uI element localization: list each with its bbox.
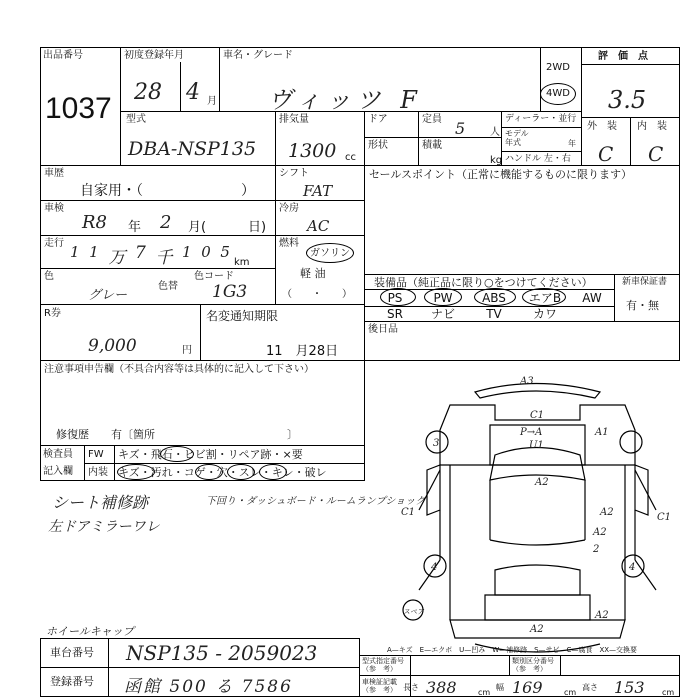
- inner-label: 内装: [88, 467, 108, 478]
- mileage-digit: 0: [201, 243, 211, 261]
- color-code-label: 色コード: [194, 271, 234, 282]
- displacement-label: 排気量: [279, 114, 309, 125]
- recycle-label: R券: [44, 308, 61, 319]
- damage-mark: A2: [530, 624, 544, 635]
- first-reg-label: 初度登録年月: [124, 50, 184, 61]
- first-reg-year: 28: [134, 80, 162, 105]
- damage-mark: 4: [431, 562, 438, 573]
- car-damage-diagram: [395, 370, 680, 660]
- load-label: 積載: [422, 140, 442, 151]
- reg-label: 登録番号: [50, 675, 94, 688]
- reg-value: 函館 500 る 7586: [124, 677, 293, 697]
- mileage-digit: 万: [108, 248, 126, 268]
- history-value: 自家用・（ ）: [80, 183, 255, 199]
- equipment-label: 装備品（純正品に限り○をつけてください）: [374, 276, 593, 289]
- damage-mark: C1: [530, 410, 545, 421]
- shape-label: 形状: [368, 140, 388, 151]
- equip-pw: PW: [433, 291, 453, 305]
- aftermarket-label: 後日品: [368, 324, 398, 335]
- fw-row: キズ・飛石・ヒビ割・リペア跡・×要: [118, 448, 303, 461]
- mileage-digit: 1: [89, 243, 99, 261]
- color-code: 1G3: [212, 282, 248, 302]
- cm-unit-1: cm: [478, 688, 491, 697]
- damage-mark: 3: [433, 438, 440, 449]
- inspection-label: 車検: [44, 203, 64, 214]
- damage-mark: A2: [593, 527, 607, 538]
- inspection-day-unit: 日): [248, 220, 267, 235]
- recycle-value: 9,000: [88, 336, 137, 356]
- damage-mark: スペア: [403, 608, 424, 616]
- damage-mark: A2: [600, 507, 614, 518]
- fuel-gasoline: ガソリン: [310, 248, 350, 259]
- equip-aw: AW: [582, 291, 602, 305]
- damage-mark: A3: [520, 376, 534, 387]
- seats-label: 定員: [422, 114, 442, 125]
- displacement-value: 1300: [288, 140, 337, 162]
- inspection-month-unit: 月(: [188, 220, 207, 235]
- history-label: 車歴: [44, 168, 64, 179]
- drive-4wd: 4WD: [546, 88, 570, 99]
- cm-unit-2: cm: [564, 688, 577, 697]
- mileage-digit: 7: [134, 243, 146, 263]
- damage-mark: C1: [401, 507, 416, 518]
- model-year-label: モデル 年式: [505, 129, 529, 147]
- new-warranty-value: 有・無: [626, 299, 659, 312]
- interior-label: 内 装: [637, 121, 667, 132]
- km-unit: km: [234, 257, 250, 268]
- mileage-digit: 1: [182, 243, 192, 261]
- handle-label: ハンドル 左・右: [505, 154, 571, 164]
- equip-sr: SR: [387, 307, 403, 321]
- shift-value: FAT: [303, 182, 333, 200]
- sales-point-box: [364, 165, 680, 275]
- class-label: 類別区分番号 （参 考）: [512, 657, 554, 673]
- damage-mark: U1: [529, 440, 544, 451]
- ac-value: AC: [307, 217, 330, 235]
- handwritten-note-4: ホイールキャップ: [46, 625, 134, 638]
- inner-row: キズ・汚れ・コゲ・穴・スレ・キレ・破レ: [118, 466, 327, 479]
- model-label: 型式: [126, 114, 146, 125]
- rating-score: 3.5: [608, 86, 647, 114]
- length-value: 388: [426, 678, 457, 697]
- color-change-label: 色替: [158, 281, 178, 292]
- entry-label: 記入欄: [43, 466, 73, 477]
- equip-navi: ナビ: [430, 307, 455, 321]
- handwritten-note-1: シート補修跡: [52, 493, 149, 512]
- door-label: ドア: [368, 114, 388, 125]
- notice-value: 11 月28日: [266, 344, 339, 359]
- caution-label: 注意事項申告欄（不具合内容等は具体的に記入して下さい）: [44, 364, 314, 375]
- handwritten-note-2: 左ドアミラーワレ: [48, 519, 160, 535]
- model-value: DBA-NSP135: [128, 138, 257, 160]
- repair-label: 修復歴 有〔箇所 〕: [56, 428, 298, 441]
- fuel-light-oil: 軽 油: [300, 267, 326, 280]
- lot-number: 1037: [45, 92, 112, 125]
- person-unit: 人: [490, 127, 500, 138]
- mileage-digit: 5: [220, 243, 230, 261]
- height-value: 153: [614, 678, 645, 697]
- damage-mark: A2: [595, 610, 609, 621]
- inspection-year-unit: 年: [128, 220, 142, 235]
- damage-mark: P→A: [520, 427, 543, 438]
- mileage-label: 走行: [44, 238, 64, 249]
- width-value: 169: [512, 678, 543, 697]
- kg-unit: kg: [490, 155, 503, 166]
- interior-grade: C: [648, 142, 664, 166]
- damage-mark: 4: [629, 562, 636, 573]
- damage-mark: 2: [593, 544, 600, 555]
- color-value: グレー: [88, 288, 128, 303]
- shift-label: シフト: [279, 168, 309, 179]
- equip-abs: ABS: [482, 291, 506, 305]
- fmt-label: 型式指定番号 （参 考）: [362, 657, 404, 673]
- mileage-digit: 1: [70, 243, 80, 261]
- cc-unit: cc: [345, 152, 356, 163]
- size-label: 車検証記載 （参 考）: [362, 678, 397, 694]
- rating-label: 評 価 点: [598, 51, 648, 62]
- color-label: 色: [44, 271, 54, 282]
- exterior-label: 外 装: [587, 121, 617, 132]
- month-unit: 月: [207, 96, 217, 107]
- new-warranty-label: 新車保証書: [622, 277, 668, 287]
- car-name-label: 車名・グレード: [223, 50, 293, 61]
- ac-label: 冷房: [279, 203, 299, 214]
- year-unit: 年: [568, 139, 576, 148]
- yen-unit: 円: [182, 345, 192, 356]
- seats-value: 5: [455, 119, 466, 138]
- handwritten-note-3: 下回り・ダッシュボード・ルームランプショック: [206, 496, 426, 507]
- damage-mark: A1: [595, 427, 609, 438]
- inspection-month: 2: [160, 212, 172, 233]
- equip-ps: PS: [387, 291, 403, 305]
- aftermarket-box: [364, 321, 680, 361]
- car-name: ヴィッツ F: [268, 86, 423, 114]
- fuel-other: （ ・ ）: [282, 289, 352, 300]
- inspection-era: R8: [82, 212, 108, 233]
- inspector-label: 検査員: [43, 449, 73, 460]
- first-reg-month: 4: [186, 80, 200, 105]
- height-label: 高さ: [582, 683, 598, 692]
- equip-tv: TV: [486, 307, 502, 321]
- equip-airbag: エアB: [528, 291, 562, 305]
- dealer-label: ディーラー・並行: [505, 114, 577, 124]
- width-label: 幅: [496, 683, 504, 692]
- notice-label: 名変通知期限: [206, 309, 279, 323]
- lot-number-label: 出品番号: [43, 50, 83, 61]
- drive-2wd: 2WD: [546, 62, 570, 73]
- sales-point-label: セールスポイント（正常に機能するものに限ります）: [369, 168, 633, 181]
- chassis-value: NSP135 - 2059023: [126, 641, 318, 665]
- cm-unit-3: cm: [662, 688, 675, 697]
- length-label: 長さ: [403, 683, 419, 692]
- fuel-label: 燃料: [279, 238, 299, 249]
- chassis-label: 車台番号: [50, 646, 94, 659]
- mileage-digit: 千: [155, 248, 173, 268]
- fw-label: FW: [88, 449, 104, 460]
- equip-leather: カワ: [532, 307, 557, 321]
- damage-mark: A2: [535, 477, 549, 488]
- mileage-digits: [70, 243, 230, 267]
- exterior-grade: C: [598, 142, 614, 166]
- damage-mark: C1: [657, 512, 672, 523]
- damage-legend: A—キズ E—エクボ U—凹み W—補修跡 S—サビ C—腐食 XX—交換要: [387, 646, 638, 654]
